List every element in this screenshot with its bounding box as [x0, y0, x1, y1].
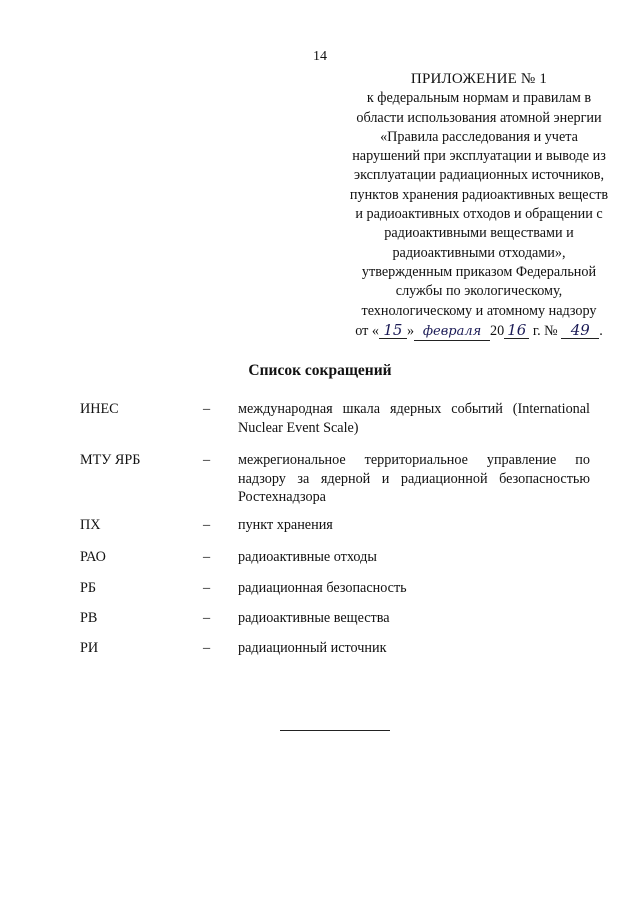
handwritten-order-number: 49 — [561, 322, 599, 339]
abbreviation-definition: радиационная безопасность — [238, 580, 407, 596]
abbreviation-dash: – — [203, 580, 211, 596]
abbreviation-row — [80, 639, 590, 669]
abbreviation-definition: межрегиональное территориальное управление по надзору за ядерной и радиационной безопасностью Ростехнадзора — [238, 452, 590, 505]
abbreviation-definition: радиоактивные вещества — [238, 610, 390, 626]
abbreviation-term: РВ — [80, 610, 98, 626]
abbreviation-row — [80, 609, 590, 639]
appendix-line: и радиоактивных отходов и обращении с — [355, 206, 603, 223]
closing-rule — [280, 730, 390, 731]
appendix-line: области использования атомной энергии — [356, 109, 602, 126]
date-end: . — [599, 322, 603, 339]
abbreviation-term: РИ — [80, 640, 99, 656]
abbreviation-term: ИНЕС — [80, 401, 119, 417]
abbreviation-term: ПХ — [80, 517, 101, 533]
date-year-suffix: г. № — [529, 322, 558, 339]
abbreviation-term: МТУ ЯРБ — [80, 452, 141, 468]
abbreviation-row — [80, 579, 590, 609]
abbreviation-dash: – — [203, 549, 211, 565]
page-number: 14 — [313, 49, 327, 64]
abbreviation-term: РАО — [80, 549, 106, 565]
appendix-header — [330, 70, 628, 341]
abbreviation-dash: – — [203, 517, 211, 533]
appendix-line: службы по экологическому, — [395, 283, 563, 300]
appendix-line: утвержденным приказом Федеральной — [361, 263, 597, 280]
appendix-line: к федеральным нормам и правилам в — [366, 90, 592, 107]
handwritten-year: 16 — [504, 322, 529, 339]
abbreviation-row — [80, 516, 590, 548]
order-date-line — [330, 322, 628, 341]
abbreviation-definition: пункт хранения — [238, 517, 333, 533]
appendix-line: радиоактивными отходами», — [392, 244, 566, 261]
abbreviation-dash: – — [203, 452, 211, 468]
abbreviation-definition: радиоактивные отходы — [238, 549, 377, 565]
abbreviation-definition: международная шкала ядерных событий (International Nuclear Event Scale) — [238, 401, 590, 436]
appendix-line: «Правила расследования и учета — [380, 128, 578, 145]
handwritten-month: февраля — [414, 324, 490, 341]
abbreviation-dash: – — [203, 401, 211, 417]
appendix-line: пунктов хранения радиоактивных веществ — [349, 186, 609, 203]
abbreviation-row — [80, 400, 590, 448]
abbreviation-row — [80, 548, 590, 579]
abbreviation-dash: – — [203, 610, 211, 626]
handwritten-day: 15 — [379, 322, 407, 339]
appendix-heading: ПРИЛОЖЕНИЕ № 1 — [410, 71, 548, 87]
appendix-line: технологическому и атомному надзору — [361, 302, 597, 319]
abbreviation-row — [80, 451, 590, 513]
abbreviations-title: Список сокращений — [248, 362, 392, 379]
appendix-line: нарушений при эксплуатации и выводе из — [352, 148, 606, 165]
abbreviation-term: РБ — [80, 580, 97, 596]
date-prefix: от « — [355, 322, 379, 339]
date-century: 20 — [490, 322, 505, 339]
appendix-line: радиоактивными веществами и — [384, 225, 574, 242]
abbreviation-definition: радиационный источник — [238, 640, 387, 656]
abbreviation-dash: – — [203, 640, 211, 656]
abbreviations-list — [80, 400, 590, 669]
date-close-quote: » — [406, 322, 415, 339]
appendix-line: эксплуатации радиационных источников, — [353, 167, 605, 184]
